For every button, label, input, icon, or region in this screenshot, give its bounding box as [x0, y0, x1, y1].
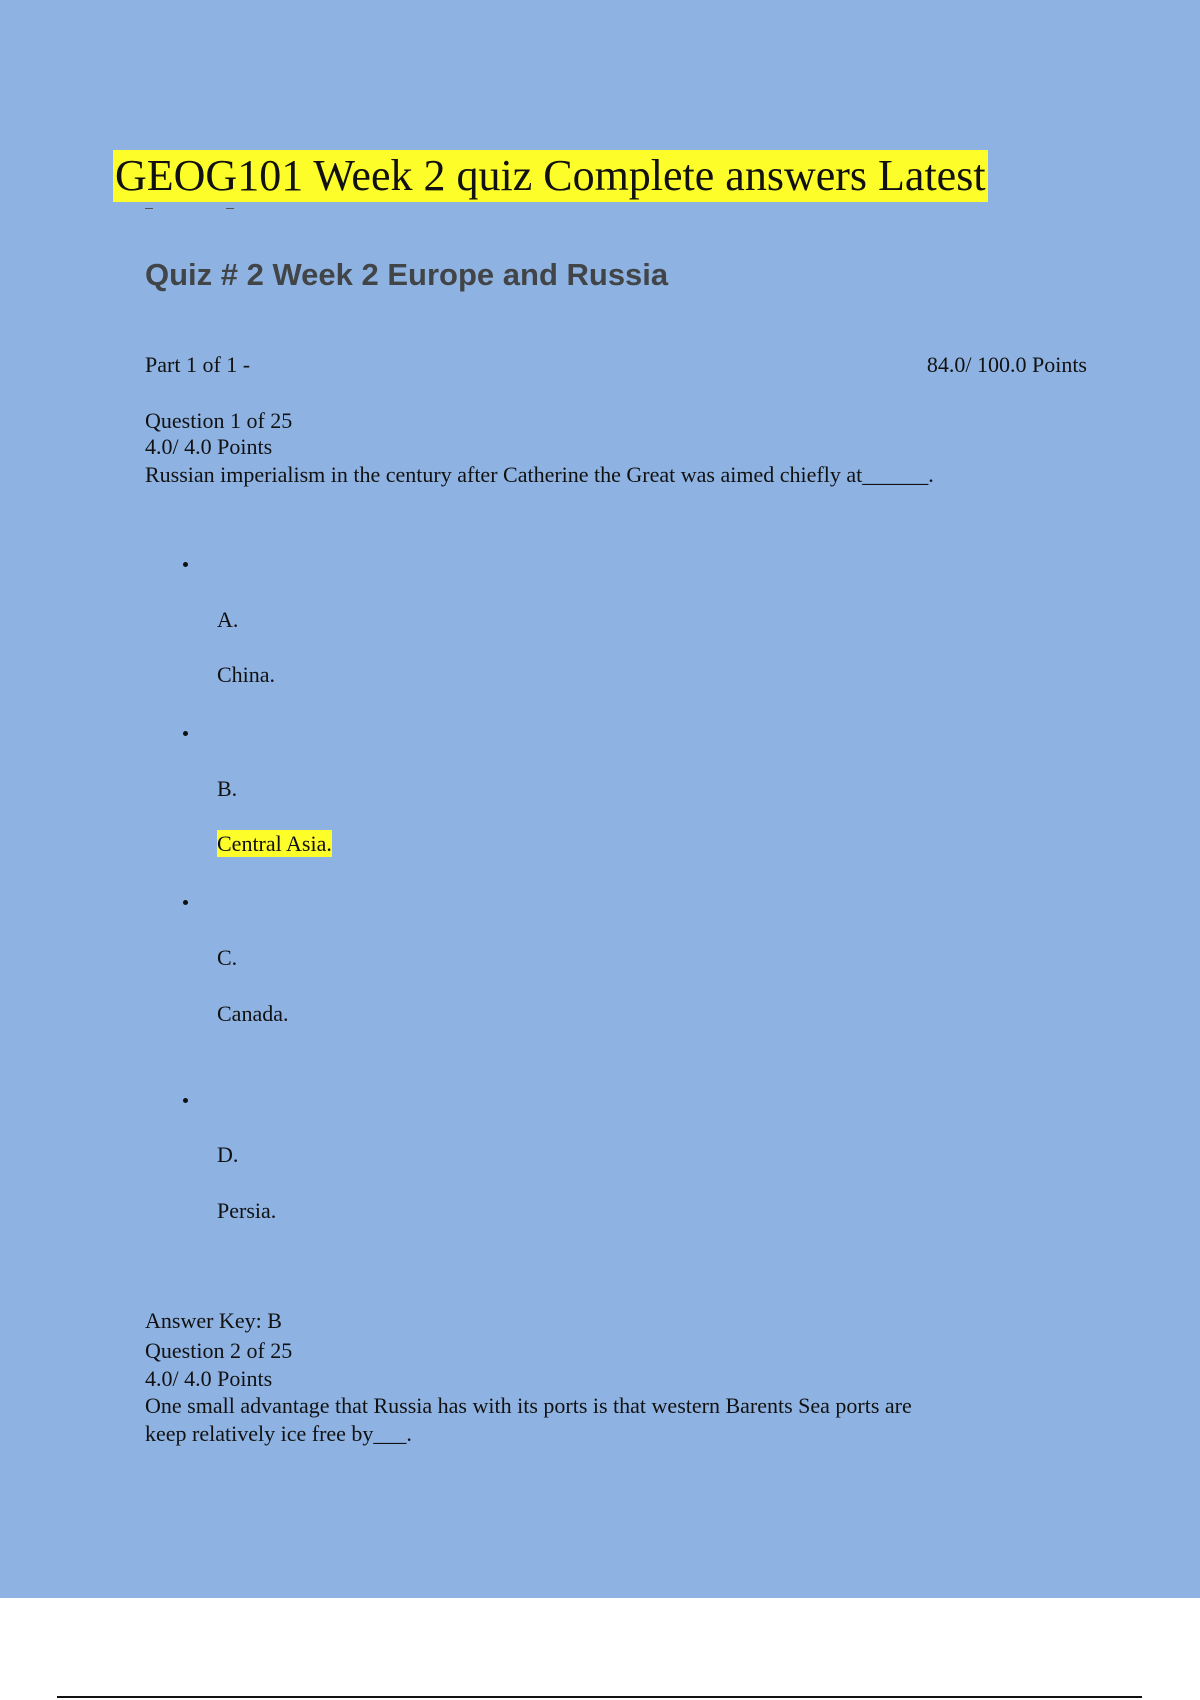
question-text: Russian imperialism in the century after Catherine the Great was aimed chiefly at______. — [145, 462, 934, 487]
part-points: 84.0/ 100.0 Points — [926, 352, 1087, 377]
divider-mark — [145, 208, 153, 209]
answer-key: Answer Key: B — [145, 1308, 282, 1333]
question-text-line2: keep relatively ice free by___. — [145, 1421, 412, 1446]
divider-mark — [226, 208, 234, 209]
option-text: China. — [217, 662, 276, 687]
option-bullet — [183, 900, 188, 905]
question-points: 4.0/ 4.0 Points — [145, 434, 273, 459]
option-bullet — [183, 731, 188, 736]
option-text-correct: Central Asia. — [217, 831, 332, 856]
option-bullet — [183, 562, 188, 567]
document-title: GEOG101 Week 2 quiz Complete answers Latest — [115, 151, 986, 200]
option-text: Canada. — [217, 1001, 289, 1026]
question-points: 4.0/ 4.0 Points — [145, 1366, 273, 1391]
option-letter: A. — [217, 607, 239, 632]
question-number: Question 2 of 25 — [145, 1338, 293, 1363]
option-letter: C. — [217, 945, 238, 970]
option-text: Persia. — [217, 1198, 277, 1223]
option-letter: D. — [217, 1142, 239, 1167]
footer-rule — [57, 1696, 1142, 1698]
question-text-line1: One small advantage that Russia has with its ports is that western Barents Sea ports are — [145, 1393, 912, 1418]
question-number: Question 1 of 25 — [145, 408, 293, 433]
quiz-heading: Quiz # 2 Week 2 Europe and Russia — [145, 257, 669, 292]
option-letter: B. — [217, 776, 238, 801]
part-label: Part 1 of 1 - — [145, 352, 251, 377]
option-bullet — [183, 1098, 188, 1103]
